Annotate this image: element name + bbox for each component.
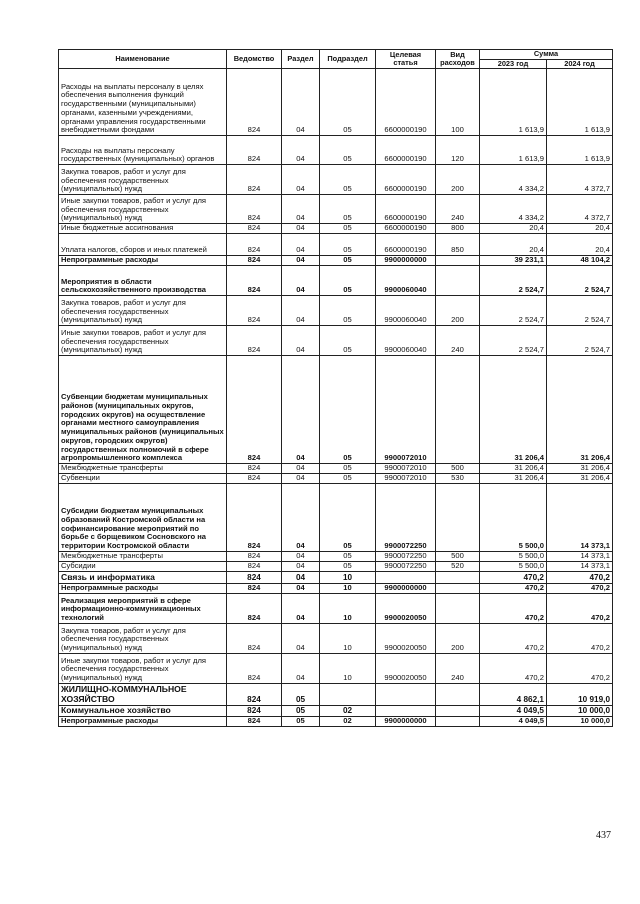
cell-subsection: 05 (320, 296, 376, 326)
cell-dept: 824 (227, 474, 282, 484)
cell-exptype (436, 356, 480, 464)
cell-name: Закупка товаров, работ и услуг для обеспечения государственных (муниципальных) нужд (59, 165, 227, 195)
cell-2024: 470,2 (547, 571, 613, 583)
header-sum: Сумма (480, 50, 613, 60)
cell-exptype: 100 (436, 69, 480, 136)
cell-exptype: 520 (436, 561, 480, 571)
table-row (59, 195, 613, 224)
cell-exptype: 120 (436, 136, 480, 165)
header-subsection: Подраздел (320, 50, 376, 69)
table-row (59, 571, 613, 583)
cell-dept: 824 (227, 266, 282, 296)
cell-dept: 824 (227, 165, 282, 195)
cell-dept: 824 (227, 571, 282, 583)
cell-section: 04 (282, 356, 320, 464)
cell-section: 05 (282, 716, 320, 726)
cell-2023: 470,2 (480, 571, 547, 583)
cell-dept: 824 (227, 326, 282, 356)
cell-dept: 824 (227, 653, 282, 683)
cell-subsection: 10 (320, 623, 376, 653)
cell-target: 9900072250 (376, 551, 436, 561)
cell-target: 6600000190 (376, 69, 436, 136)
cell-name: Межбюджетные трансферты (59, 464, 227, 474)
cell-subsection: 05 (320, 224, 376, 234)
table-row (59, 136, 613, 165)
cell-section: 04 (282, 256, 320, 266)
table-body (59, 69, 613, 727)
cell-exptype: 850 (436, 234, 480, 256)
table-row (59, 551, 613, 561)
cell-name: Иные бюджетные ассигнования (59, 224, 227, 234)
cell-2024: 20,4 (547, 234, 613, 256)
cell-section: 04 (282, 195, 320, 224)
cell-section: 04 (282, 69, 320, 136)
header-dept: Ведомство (227, 50, 282, 69)
cell-2024: 48 104,2 (547, 256, 613, 266)
cell-target: 6600000190 (376, 195, 436, 224)
cell-exptype: 200 (436, 623, 480, 653)
cell-section: 05 (282, 705, 320, 716)
cell-name: Непрограммные расходы (59, 716, 227, 726)
cell-subsection: 10 (320, 583, 376, 593)
cell-section: 04 (282, 653, 320, 683)
cell-dept: 824 (227, 296, 282, 326)
cell-2024: 1 613,9 (547, 136, 613, 165)
cell-name: Уплата налогов, сборов и иных платежей (59, 234, 227, 256)
cell-2024: 470,2 (547, 653, 613, 683)
cell-section: 04 (282, 474, 320, 484)
cell-2023: 470,2 (480, 593, 547, 623)
cell-subsection: 02 (320, 716, 376, 726)
cell-name: Непрограммные расходы (59, 583, 227, 593)
cell-2024: 31 206,4 (547, 464, 613, 474)
table-row (59, 705, 613, 716)
cell-2024: 14 373,1 (547, 483, 613, 551)
cell-subsection: 05 (320, 136, 376, 165)
cell-2024: 1 613,9 (547, 69, 613, 136)
cell-target: 9900072010 (376, 356, 436, 464)
cell-2023: 2 524,7 (480, 296, 547, 326)
cell-2024: 470,2 (547, 623, 613, 653)
table-row (59, 224, 613, 234)
cell-name: Связь и информатика (59, 571, 227, 583)
cell-2023: 31 206,4 (480, 464, 547, 474)
cell-name: Непрограммные расходы (59, 256, 227, 266)
header-section: Раздел (282, 50, 320, 69)
cell-target: 9900060040 (376, 296, 436, 326)
cell-section: 04 (282, 571, 320, 583)
cell-subsection: 10 (320, 593, 376, 623)
cell-2024: 2 524,7 (547, 296, 613, 326)
cell-section: 04 (282, 583, 320, 593)
table-row (59, 593, 613, 623)
table-row (59, 653, 613, 683)
cell-2023: 4 862,1 (480, 683, 547, 705)
cell-2023: 31 206,4 (480, 474, 547, 484)
cell-2023: 4 334,2 (480, 195, 547, 224)
cell-subsection: 05 (320, 326, 376, 356)
cell-subsection: 05 (320, 256, 376, 266)
cell-target: 6600000190 (376, 234, 436, 256)
cell-exptype (436, 583, 480, 593)
cell-section: 04 (282, 464, 320, 474)
cell-exptype (436, 571, 480, 583)
cell-section: 04 (282, 266, 320, 296)
cell-dept: 824 (227, 583, 282, 593)
cell-target (376, 683, 436, 705)
cell-section: 04 (282, 224, 320, 234)
cell-dept: 824 (227, 551, 282, 561)
cell-2023: 39 231,1 (480, 256, 547, 266)
cell-2024: 2 524,7 (547, 266, 613, 296)
cell-2023: 1 613,9 (480, 136, 547, 165)
cell-name: ЖИЛИЩНО-КОММУНАЛЬНОЕ ХОЗЯЙСТВО (59, 683, 227, 705)
cell-subsection: 05 (320, 165, 376, 195)
cell-exptype (436, 266, 480, 296)
table-row (59, 561, 613, 571)
cell-subsection: 05 (320, 266, 376, 296)
table-row (59, 266, 613, 296)
cell-2023: 4 334,2 (480, 165, 547, 195)
cell-2023: 31 206,4 (480, 356, 547, 464)
cell-2023: 5 500,0 (480, 561, 547, 571)
cell-2023: 5 500,0 (480, 551, 547, 561)
cell-name: Закупка товаров, работ и услуг для обеспечения государственных (муниципальных) нужд (59, 296, 227, 326)
cell-section: 05 (282, 683, 320, 705)
cell-target: 6600000190 (376, 165, 436, 195)
cell-section: 04 (282, 593, 320, 623)
cell-dept: 824 (227, 623, 282, 653)
header-exptype: Вид расходов (436, 50, 480, 69)
cell-target: 9900072010 (376, 464, 436, 474)
cell-target: 9900020050 (376, 593, 436, 623)
cell-2023: 20,4 (480, 224, 547, 234)
cell-name: Иные закупки товаров, работ и услуг для обеспечения государственных (муниципальных) нужд (59, 326, 227, 356)
cell-exptype: 240 (436, 326, 480, 356)
cell-2023: 470,2 (480, 623, 547, 653)
cell-target: 9900072250 (376, 561, 436, 571)
cell-subsection (320, 683, 376, 705)
cell-2023: 2 524,7 (480, 266, 547, 296)
header-year-2023: 2023 год (480, 59, 547, 69)
cell-2024: 10 919,0 (547, 683, 613, 705)
cell-dept: 824 (227, 683, 282, 705)
cell-section: 04 (282, 296, 320, 326)
cell-target: 9900020050 (376, 653, 436, 683)
cell-2024: 31 206,4 (547, 474, 613, 484)
cell-target: 9900000000 (376, 583, 436, 593)
cell-target: 9900072250 (376, 483, 436, 551)
cell-subsection: 05 (320, 483, 376, 551)
cell-dept: 824 (227, 356, 282, 464)
cell-subsection: 02 (320, 705, 376, 716)
cell-target: 6600000190 (376, 224, 436, 234)
cell-target: 9900060040 (376, 326, 436, 356)
cell-2023: 5 500,0 (480, 483, 547, 551)
cell-subsection: 10 (320, 653, 376, 683)
cell-2024: 14 373,1 (547, 551, 613, 561)
cell-exptype: 800 (436, 224, 480, 234)
cell-name: Коммунальное хозяйство (59, 705, 227, 716)
cell-2024: 470,2 (547, 583, 613, 593)
cell-dept: 824 (227, 136, 282, 165)
table-row (59, 69, 613, 136)
table-row (59, 464, 613, 474)
cell-name: Иные закупки товаров, работ и услуг для обеспечения государственных (муниципальных) нужд (59, 195, 227, 224)
cell-target: 9900072010 (376, 474, 436, 484)
cell-target (376, 705, 436, 716)
cell-dept: 824 (227, 224, 282, 234)
cell-2024: 20,4 (547, 224, 613, 234)
cell-dept: 824 (227, 483, 282, 551)
cell-name: Субсидии (59, 561, 227, 571)
page-number: 437 (596, 830, 611, 841)
cell-name: Субсидии бюджетам муниципальных образований Костромской области на софинансирование мероприятий по борьбе с борщевиком Сосновского на территории Костромской области (59, 483, 227, 551)
cell-2024: 4 372,7 (547, 165, 613, 195)
cell-2024: 4 372,7 (547, 195, 613, 224)
cell-name: Закупка товаров, работ и услуг для обеспечения государственных (муниципальных) нужд (59, 623, 227, 653)
table-row (59, 474, 613, 484)
cell-exptype: 240 (436, 653, 480, 683)
cell-2023: 470,2 (480, 653, 547, 683)
cell-2024: 14 373,1 (547, 561, 613, 571)
table-row (59, 483, 613, 551)
table-row (59, 356, 613, 464)
cell-exptype: 530 (436, 474, 480, 484)
cell-2024: 470,2 (547, 593, 613, 623)
cell-exptype (436, 593, 480, 623)
cell-exptype (436, 705, 480, 716)
cell-subsection: 05 (320, 234, 376, 256)
cell-exptype: 200 (436, 165, 480, 195)
cell-dept: 824 (227, 234, 282, 256)
cell-subsection: 05 (320, 551, 376, 561)
cell-target: 9900000000 (376, 256, 436, 266)
cell-target (376, 571, 436, 583)
cell-2023: 4 049,5 (480, 716, 547, 726)
table-row (59, 296, 613, 326)
cell-subsection: 05 (320, 561, 376, 571)
cell-2023: 2 524,7 (480, 326, 547, 356)
cell-dept: 824 (227, 464, 282, 474)
cell-subsection: 05 (320, 474, 376, 484)
cell-2024: 10 000,0 (547, 705, 613, 716)
cell-exptype (436, 256, 480, 266)
cell-section: 04 (282, 551, 320, 561)
cell-dept: 824 (227, 69, 282, 136)
cell-dept: 824 (227, 195, 282, 224)
cell-name: Реализация мероприятий в сфере информационно-коммуникационных технологий (59, 593, 227, 623)
cell-section: 04 (282, 326, 320, 356)
cell-dept: 824 (227, 593, 282, 623)
cell-2023: 20,4 (480, 234, 547, 256)
cell-subsection: 10 (320, 571, 376, 583)
table-row (59, 623, 613, 653)
cell-name: Иные закупки товаров, работ и услуг для обеспечения государственных (муниципальных) нужд (59, 653, 227, 683)
cell-dept: 824 (227, 705, 282, 716)
cell-2023: 1 613,9 (480, 69, 547, 136)
cell-dept: 824 (227, 256, 282, 266)
table-row (59, 234, 613, 256)
cell-section: 04 (282, 623, 320, 653)
cell-target: 9900000000 (376, 716, 436, 726)
cell-name: Субвенции (59, 474, 227, 484)
cell-2024: 2 524,7 (547, 326, 613, 356)
cell-name: Мероприятия в области сельскохозяйственного производства (59, 266, 227, 296)
cell-section: 04 (282, 136, 320, 165)
cell-name: Межбюджетные трансферты (59, 551, 227, 561)
cell-2023: 470,2 (480, 583, 547, 593)
table-row (59, 583, 613, 593)
table-row (59, 716, 613, 726)
cell-2023: 4 049,5 (480, 705, 547, 716)
cell-exptype (436, 683, 480, 705)
cell-dept: 824 (227, 561, 282, 571)
cell-2024: 10 000,0 (547, 716, 613, 726)
cell-exptype: 200 (436, 296, 480, 326)
cell-exptype: 240 (436, 195, 480, 224)
cell-name: Расходы на выплаты персоналу государственных (муниципальных) органов (59, 136, 227, 165)
header-target: Целевая статья (376, 50, 436, 69)
cell-section: 04 (282, 165, 320, 195)
budget-table (58, 49, 613, 727)
cell-target: 9900020050 (376, 623, 436, 653)
cell-exptype (436, 716, 480, 726)
cell-target: 9900060040 (376, 266, 436, 296)
table-row (59, 326, 613, 356)
cell-section: 04 (282, 234, 320, 256)
cell-exptype: 500 (436, 551, 480, 561)
cell-subsection: 05 (320, 464, 376, 474)
table-row (59, 256, 613, 266)
cell-exptype: 500 (436, 464, 480, 474)
cell-target: 6600000190 (376, 136, 436, 165)
cell-subsection: 05 (320, 356, 376, 464)
cell-section: 04 (282, 483, 320, 551)
header-name: Наименование (59, 50, 227, 69)
cell-subsection: 05 (320, 69, 376, 136)
table-row (59, 683, 613, 705)
cell-exptype (436, 483, 480, 551)
table-row (59, 165, 613, 195)
cell-subsection: 05 (320, 195, 376, 224)
cell-dept: 824 (227, 716, 282, 726)
cell-2024: 31 206,4 (547, 356, 613, 464)
header-year-2024: 2024 год (547, 59, 613, 69)
cell-section: 04 (282, 561, 320, 571)
cell-name: Субвенции бюджетам муниципальных районов (муниципальных округов, городских округов) на осуществление органами местного самоуправления муниципальных районов (муниципальных округов, городских округов) государственных полномочий в сфере агропромышленного комплекса (59, 356, 227, 464)
cell-name: Расходы на выплаты персоналу в целях обеспечения выполнения функций государственными (муниципальными) органами, казенными учреждениями, органами управления государственными внебюджетными фондами (59, 69, 227, 136)
